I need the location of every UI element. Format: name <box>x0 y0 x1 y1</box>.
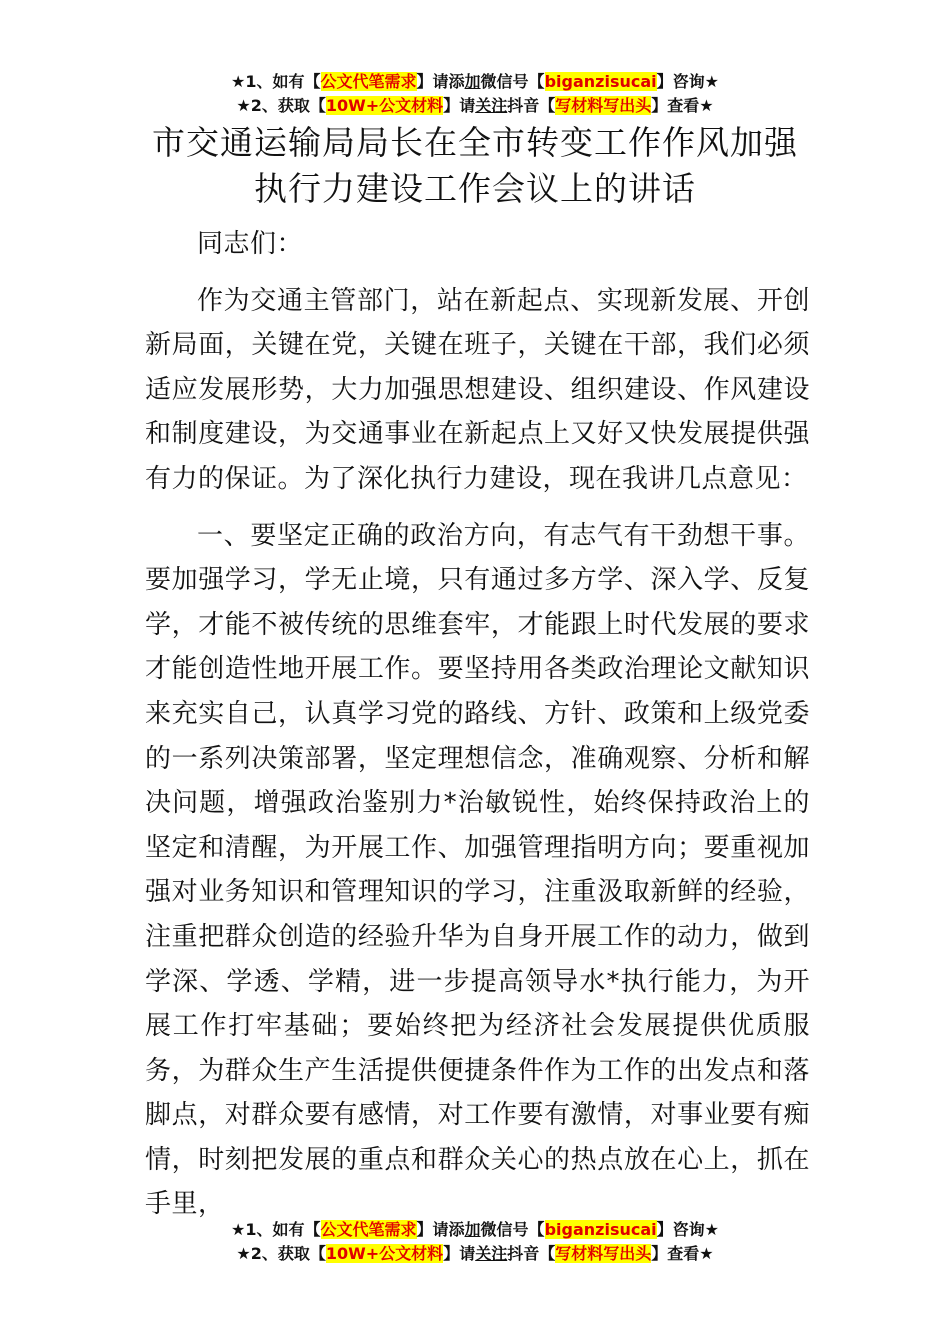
promo-highlight-wechat: biganzisucai <box>544 72 657 91</box>
promo-highlight-wechat: biganzisucai <box>544 1220 657 1239</box>
greeting: 同志们： <box>197 229 304 259</box>
promo-line-1: ★1、如有【公文代笔需求】请添加微信号【biganzisucai】咨询★ <box>231 1220 719 1239</box>
document-body <box>145 222 810 1227</box>
promo-line-2: ★2、获取【10W+公文材料】请关注抖音【写材料写出头】查看★ <box>236 96 714 115</box>
paragraph-intro: 作为交通主管部门，站在新起点、实现新发展、开创新局面，关键在党，关键在班子，关键在干部，我们必须适应发展形势，大力加强思想建设、组织建设、作风建设和制度建设，为交通事业在新起点上又好又快发展提供强有力的保证。为了深化执行力建设，现在我讲几点意见： <box>145 285 810 494</box>
document-title <box>0 120 950 212</box>
title-line-1: 市交通运输局局长在全市转变工作作风加强 <box>152 123 798 162</box>
promo-highlight-service: 公文代笔需求 <box>320 1220 417 1239</box>
promo-footer <box>0 1218 950 1266</box>
title-line-2: 执行力建设工作会议上的讲话 <box>254 169 696 208</box>
promo-highlight-materials: 10W+公文材料 <box>325 96 444 115</box>
promo-header <box>0 70 950 118</box>
promo-highlight-service: 公文代笔需求 <box>320 72 417 91</box>
promo-highlight-materials: 10W+公文材料 <box>325 1244 444 1263</box>
paragraph-section-1: 一、要坚定正确的政治方向，有志气有干劲想干事。要加强学习，学无止境，只有通过多方学、深入学、反复学，才能不被传统的思维套牢，才能跟上时代发展的要求才能创造性地开展工作。要坚持用各类政治理论文献知识来充实自己，认真学习党的路线、方针、政策和上级党委的一系列决策部署，坚定理想信念，准确观察、分析和解决问题，增强政治鉴别力*治敏锐性，始终保持政治上的坚定和清醒，为开展工作、加强管理指明方向；要重视加强对业务知识和管理知识的学习，注重汲取新鲜的经验，注重把群众创造的经验升华为自身开展工作的动力，做到学深、学透、学精，进一步提高领导水*执行能力，为开展工作打牢基础；要始终把为经济社会发展提供优质服务，为群众生产生活提供便捷条件作为工作的出发点和落脚点，对群众要有感情，对工作要有激情，对事业要有痴情，时刻把发展的重点和群众关心的热点放在心上，抓在手里， <box>145 520 810 1220</box>
promo-line-2: ★2、获取【10W+公文材料】请关注抖音【写材料写出头】查看★ <box>236 1244 714 1263</box>
promo-highlight-douyin: 写材料写出头 <box>555 96 652 115</box>
promo-highlight-douyin: 写材料写出头 <box>555 1244 652 1263</box>
promo-line-1: ★1、如有【公文代笔需求】请添加微信号【biganzisucai】咨询★ <box>231 72 719 91</box>
